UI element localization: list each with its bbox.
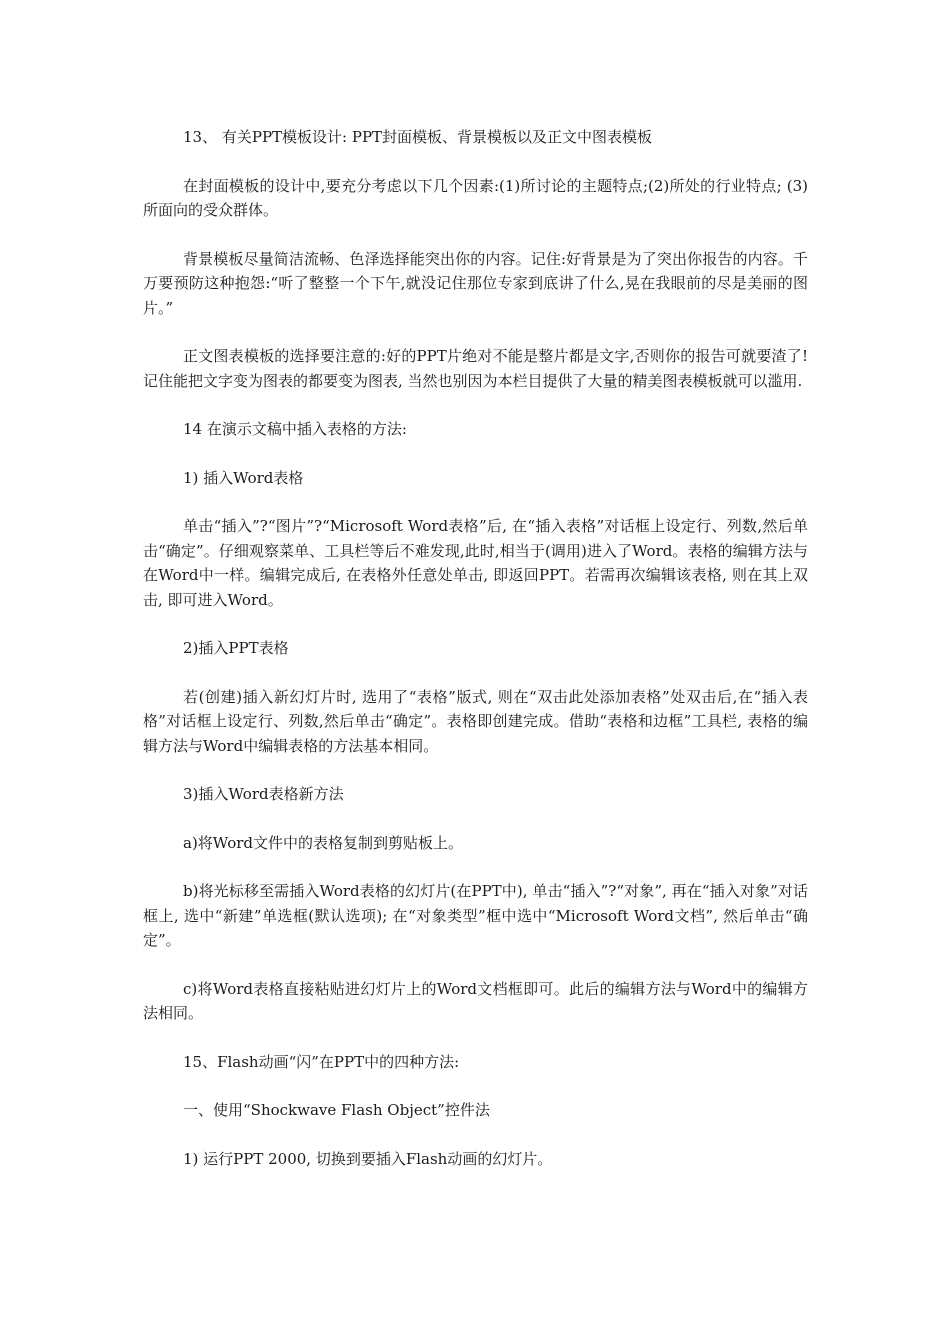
paragraph-chart-template: 正文图表模板的选择要注意的:好的PPT片绝对不能是整片都是文字,否则你的报告可就要渣了! 记住能把文字变为图表的都要变为图表, 当然也别因为本栏目提供了大量的精美图表模板就可以滥用. — [143, 347, 808, 390]
paragraph-13-heading: 13、 有关PPT模板设计: PPT封面模板、背景模板以及正文中图表模板 — [183, 128, 653, 146]
paragraph-ppt-table-steps: 若(创建)插入新幻灯片时, 选用了“表格”版式, 则在“双击此处添加表格”处双击后,在“插入表格”对话框上设定行、列数,然后单击“确定”。表格即创建完成。借助“表格和边框”工具栏, 表格的编辑方法与Word中编辑表格的方法基本相同。 — [143, 687, 808, 755]
paragraph-step-b: b)将光标移至需插入Word表格的幻灯片(在PPT中), 单击“插入”?“对象”, 再在“插入对象”对话框上, 选中“新建”单选框(默认选项); 在“对象类型”框中选中“Microsoft Word文档”, 然后单击“确定”。 — [143, 882, 808, 949]
paragraph-word-table-steps: 单击“插入”?“图片”?“Microsoft Word表格”后, 在“插入表格”对话框上设定行、列数,然后单击“确定”。仔细观察菜单、工具栏等后不难发现,此时,相当于(调用)进入了Word。表格的编辑方法与在Word中一样。编辑完成后, 在表格外任意处单击, 即返回PPT。若需再次编辑该表格, 则在其上双击, 即可进入Word。 — [143, 517, 808, 609]
document-body — [143, 125, 808, 1195]
paragraph-step-a: a)将Word文件中的表格复制到剪贴板上。 — [183, 833, 463, 852]
paragraph-method-one-step-1: 1) 运行PPT 2000, 切换到要插入Flash动画的幻灯片。 — [183, 1149, 553, 1168]
paragraph-insert-word-table: 1) 插入Word表格 — [183, 468, 304, 487]
paragraph-background-template: 背景模板尽量简洁流畅、色泽选择能突出你的内容。记住:好背景是为了突出你报告的内容。千万要预防这种抱怨:“听了整整一个下午,就没记住那位专家到底讲了什么,晃在我眼前的尽是美丽的图片。” — [143, 249, 808, 317]
paragraph-cover-template: 在封面模板的设计中,要充分考虑以下几个因素:(1)所讨论的主题特点;(2)所处的行业特点; (3) 所面向的受众群体。 — [143, 176, 808, 219]
paragraph-14-heading: 14 在演示文稿中插入表格的方法: — [183, 420, 407, 438]
paragraph-15-heading: 15、Flash动画“闪”在PPT中的四种方法: — [183, 1052, 460, 1071]
paragraph-insert-ppt-table: 2)插入PPT表格 — [183, 639, 289, 657]
paragraph-method-one: 一、使用“Shockwave Flash Object”控件法 — [183, 1101, 490, 1119]
paragraph-new-method-heading: 3)插入Word表格新方法 — [183, 785, 344, 803]
paragraph-step-c: c)将Word表格直接粘贴进幻灯片上的Word文档框即可。此后的编辑方法与Word中的编辑方法相同。 — [143, 979, 808, 1022]
